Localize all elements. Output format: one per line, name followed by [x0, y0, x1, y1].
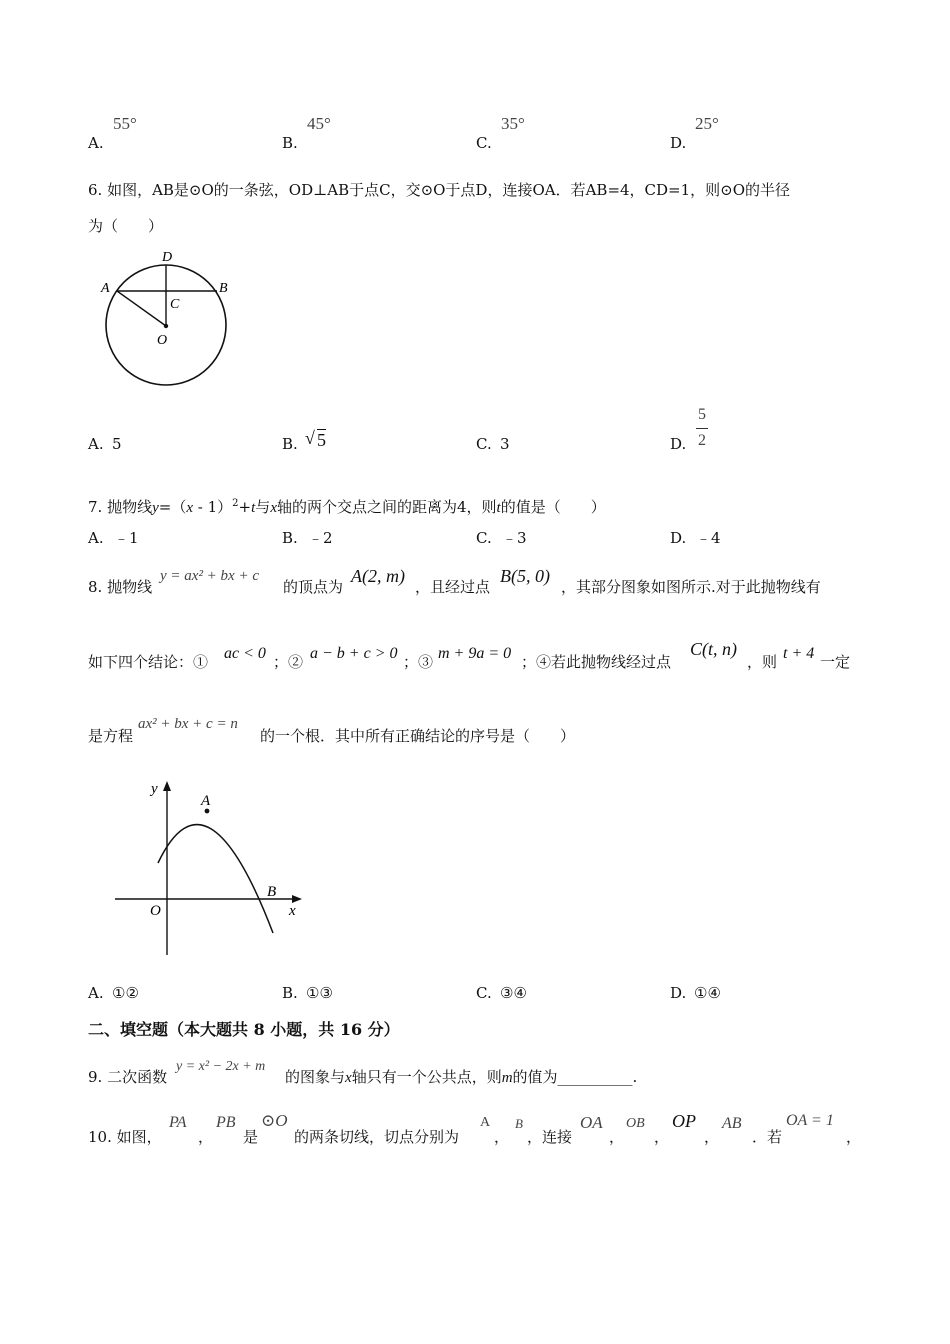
q10-point-a: A — [480, 1115, 491, 1130]
segment-oa — [117, 291, 166, 326]
q6-option-b-label: B. — [282, 435, 298, 453]
label-y: y — [151, 781, 158, 797]
q9-answer-blank: 的值为__________. — [512, 1068, 638, 1086]
q7-option-a-value: ﹣1 — [114, 529, 139, 547]
label-a: A — [201, 793, 211, 809]
q6-circle-figure — [95, 244, 245, 394]
q10-text-s3: ，连接 — [527, 1128, 573, 1146]
q10-text-pre: 10. 如图， — [88, 1128, 162, 1146]
q6-option-b-radical: √ — [305, 428, 315, 448]
q8-line2-text-f: 一定 — [820, 653, 851, 671]
q8-point-b: B(5, 0) — [500, 566, 550, 586]
q7-var-t: t — [251, 500, 256, 516]
q7-text-post: 轴的两个交点之间的距离为4，则 — [276, 498, 497, 516]
q10-pb: PB — [216, 1114, 236, 1131]
q8-line2-text-c: ；③ — [403, 653, 434, 671]
center-point — [164, 324, 168, 328]
q10-comma-1: ， — [198, 1128, 214, 1146]
q10-comma-4: ， — [654, 1128, 670, 1146]
q7-text-plus: + — [238, 498, 252, 516]
q5-option-d-label: D. — [670, 134, 687, 152]
q7-var-y: y — [152, 500, 159, 516]
q10-text-end: ， — [846, 1128, 862, 1146]
q7-option-d-label: D. — [670, 529, 687, 547]
q5-option-a-label: A. — [88, 134, 104, 152]
q8-line2-text-d: ；④若此抛物线经过点 — [521, 653, 672, 671]
q10-oa: OA — [580, 1113, 603, 1132]
q7-var-x: x — [186, 500, 194, 516]
q8-t-plus-4: t + 4 — [783, 645, 815, 662]
q8-option-c-value: ③④ — [500, 984, 527, 1002]
q10-comma-3: ， — [609, 1128, 625, 1146]
q6-stem-line1: 6. 如图，AB是⊙O的一条弦，OD⊥AB于点C，交⊙O于点D，连接OA．若AB=4，CD=1，则⊙O的半径 — [88, 181, 791, 199]
q7-text-mid: 与 — [255, 498, 271, 516]
q9-var-m: m — [501, 1070, 513, 1086]
parabola-curve — [158, 825, 273, 933]
q9-var-x: x — [345, 1070, 352, 1086]
q7-var-x2: x — [270, 500, 277, 516]
q8-equation: y = ax² + bx + c — [160, 568, 259, 584]
q6-option-a-label: A. — [88, 435, 104, 453]
q8-point-c: C(t, n) — [690, 639, 737, 659]
q7-text-end: 的值是（ ） — [500, 498, 606, 516]
q6-option-b-value: 5 — [317, 430, 326, 450]
q8-line1-text-d: ，其部分图象如图所示.对于此抛物线有 — [561, 578, 821, 596]
q10-text-s1: 是 — [243, 1128, 259, 1146]
q8-line2-text-b: ；② — [273, 653, 304, 671]
q8-conclusion-1: ac < 0 — [224, 645, 266, 662]
q9-text-mid: 的图象与 — [285, 1068, 346, 1086]
q8-parabola-figure — [105, 775, 315, 960]
q10-circle-o: ⊙O — [261, 1111, 288, 1130]
q10-oa-equals: OA = 1 — [786, 1112, 834, 1129]
q8-line1-text-b: 的顶点为 — [283, 578, 344, 596]
q8-option-b-label: B. — [282, 984, 298, 1002]
q7-option-c-value: ﹣3 — [502, 529, 527, 547]
section-heading: 二、填空题（本大题共 8 小题，共 16 分） — [88, 1020, 400, 1039]
label-o: O — [150, 903, 161, 919]
q8-vertex-a: A(2, m) — [351, 566, 405, 586]
q10-op: OP — [672, 1111, 696, 1131]
q5-option-d-value: 25° — [695, 114, 719, 133]
q7-option-c-label: C. — [476, 529, 492, 547]
q6-option-d-label: D. — [670, 435, 687, 453]
q6-stem-line2: 为（ ） — [88, 217, 164, 235]
label-d: D — [162, 250, 173, 265]
q8-line3-text-b: 的一个根．其中所有正确结论的序号是（ ） — [260, 727, 576, 745]
x-axis-arrow — [292, 895, 302, 903]
q8-line1-text-c: ，且经过点 — [415, 578, 491, 596]
y-axis-arrow — [163, 781, 171, 791]
q5-option-a-value: 55° — [113, 114, 137, 133]
q7-stem — [88, 494, 606, 518]
q10-comma-2: ， — [494, 1128, 510, 1146]
q10-comma-5: ， — [704, 1128, 720, 1146]
q8-option-c-label: C. — [476, 984, 492, 1002]
label-o: O — [157, 333, 168, 348]
q7-text-eq: =（ — [158, 498, 187, 516]
q7-option-a-label: A. — [88, 529, 104, 547]
q7-text-pre: 7. 抛物线 — [88, 498, 153, 516]
q5-option-c-value: 35° — [501, 114, 525, 133]
q8-option-b-value: ①③ — [306, 984, 333, 1002]
q7-option-b-label: B. — [282, 529, 298, 547]
q8-root-equation: ax² + bx + c = n — [138, 716, 238, 732]
q8-conclusion-3: m + 9a = 0 — [438, 645, 512, 662]
q8-option-d-label: D. — [670, 984, 687, 1002]
q10-point-b: B — [515, 1116, 523, 1131]
q8-conclusion-2: a − b + c > 0 — [310, 645, 398, 662]
q7-option-b-value: ﹣2 — [308, 529, 333, 547]
q7-exponent: 2 — [232, 498, 239, 509]
q5-option-b-value: 45° — [307, 114, 331, 133]
label-c: C — [170, 297, 180, 312]
q8-option-a-value: ①② — [112, 984, 139, 1002]
label-a: A — [101, 281, 110, 296]
label-b: B — [219, 281, 228, 296]
q7-text-minus: - 1） — [193, 498, 233, 516]
fraction-bar — [696, 428, 708, 429]
q10-pa: PA — [169, 1114, 187, 1131]
vertex-point — [205, 809, 210, 814]
q10-text-s2: 的两条切线，切点分别为 — [294, 1128, 460, 1146]
q9-text-mid2: 轴只有一个公共点，则 — [351, 1068, 502, 1086]
q6-option-d-denominator: 2 — [698, 432, 706, 449]
q7-option-d-value: ﹣4 — [696, 529, 721, 547]
q9-text-pre: 9. 二次函数 — [88, 1068, 168, 1086]
q6-option-a-value: 5 — [112, 435, 122, 453]
label-x: x — [289, 903, 296, 919]
q9-stem — [285, 1067, 637, 1088]
q7-var-t2: t — [496, 500, 501, 516]
q8-line3-text-a: 是方程 — [88, 727, 134, 745]
q6-option-c-value: 3 — [500, 435, 510, 453]
q8-line2-text-a: 如下四个结论：① — [88, 653, 209, 671]
q8-line1-text-a: 8. 抛物线 — [88, 578, 153, 596]
q6-option-d-numerator: 5 — [698, 406, 706, 423]
q10-text-s4: ．若 — [752, 1128, 783, 1146]
q8-option-a-label: A. — [88, 984, 104, 1002]
q10-ob: OB — [626, 1116, 645, 1131]
q9-equation: y = x² − 2x + m — [176, 1059, 266, 1074]
q5-option-b-label: B. — [282, 134, 298, 152]
q5-option-c-label: C. — [476, 134, 492, 152]
q8-line2-text-e: ，则 — [747, 653, 778, 671]
label-b: B — [267, 884, 277, 900]
q6-option-c-label: C. — [476, 435, 492, 453]
q10-ab: AB — [722, 1115, 742, 1132]
q8-option-d-value: ①④ — [694, 984, 721, 1002]
